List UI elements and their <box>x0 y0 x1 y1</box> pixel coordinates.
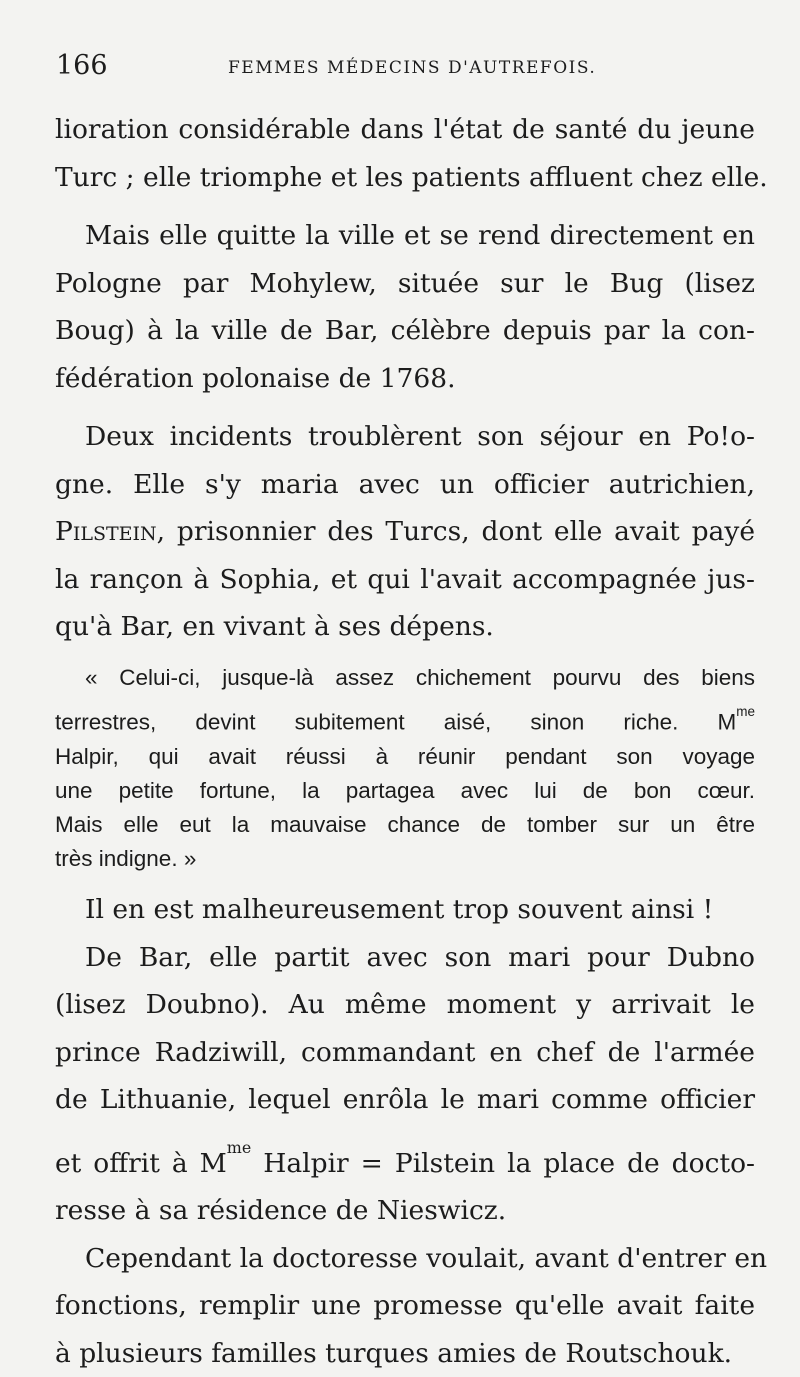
quote-line: une petite fortune, la partagea avec lui de bon cœur. <box>55 777 755 803</box>
running-title: FEMMES MÉDECINS D'AUTREFOIS. <box>228 58 597 78</box>
text-fragment: et offrit à M <box>55 1147 227 1179</box>
text-line: qu'à Bar, en vivant à ses dépens. <box>55 611 494 642</box>
text-fragment: , prisonnier des Turcs, dont elle avait payé <box>156 516 755 547</box>
superscript: me <box>736 703 755 719</box>
paragraph-6 <box>55 1235 768 1377</box>
text-line: fonctions, remplir une promesse qu'elle avait faite <box>55 1290 755 1322</box>
paragraph-2 <box>55 212 755 402</box>
paragraph-5 <box>55 934 755 1235</box>
paragraph-4 <box>55 886 755 934</box>
quote-line <box>55 695 755 740</box>
text-line: Pologne par Mohylew, située sur le Bug (lisez <box>55 267 755 299</box>
text-line: à plusieurs familles turques amies de Routschouk. <box>55 1337 733 1369</box>
text-line: lioration considérable dans l'état de santé du jeune <box>55 114 755 145</box>
text-line <box>55 1124 755 1188</box>
quote-line: Halpir, qui avait réussi à réunir pendant son voyage <box>55 743 755 769</box>
text-line: Mais elle quitte la ville et se rend directement en <box>85 220 755 251</box>
text-fragment: terrestres, devint subitement aisé, sinon riche. M <box>55 709 737 735</box>
text-line: Il en est malheureusement trop souvent ainsi ! <box>85 894 714 926</box>
text-line: resse à sa résidence de Nieswicz. <box>55 1195 507 1227</box>
text-line: gne. Elle s'y maria avec un officier autrichien, <box>55 468 755 500</box>
body-text <box>55 106 768 1377</box>
text-line: Turc ; elle triomphe et les patients affluent chez elle. <box>55 161 768 193</box>
quote-line: Mais elle eut la mauvaise chance de tomber sur un être <box>55 811 755 837</box>
quotation-block <box>55 661 755 877</box>
text-line: Cependant la doctoresse voulait, avant d'entrer en <box>85 1242 768 1274</box>
quote-line: très indigne. » <box>55 846 197 872</box>
text-line: la rançon à Sophia, et qui l'avait accompagnée jus- <box>55 563 755 595</box>
superscript: me <box>226 1137 252 1157</box>
text-fragment: Halpir = Pilstein la place de docto- <box>251 1147 756 1179</box>
paragraph-1 <box>55 106 768 201</box>
text-line: fédération polonaise de 1768. <box>55 362 456 394</box>
page-number: 166 <box>56 50 108 81</box>
page-header <box>56 50 756 90</box>
text-line-pilstein <box>55 508 755 556</box>
name-pilstein: Pilstein <box>55 516 157 547</box>
text-line: de Lithuanie, lequel enrôla le mari comme officier <box>55 1084 755 1116</box>
paragraph-3 <box>55 413 755 651</box>
text-line: prince Radziwill, commandant en chef de l'armée <box>55 1036 755 1068</box>
text-line: De Bar, elle partit avec son mari pour Dubno <box>85 941 755 973</box>
text-line: Boug) à la ville de Bar, célèbre depuis par la con- <box>55 315 755 346</box>
text-line: (lisez Doubno). Au même moment y arrivait le <box>55 989 755 1021</box>
quote-line: « Celui-ci, jusque-là assez chichement pourvu des biens <box>85 664 755 690</box>
text-line: Deux incidents troublèrent son séjour en Po!o- <box>85 421 755 452</box>
